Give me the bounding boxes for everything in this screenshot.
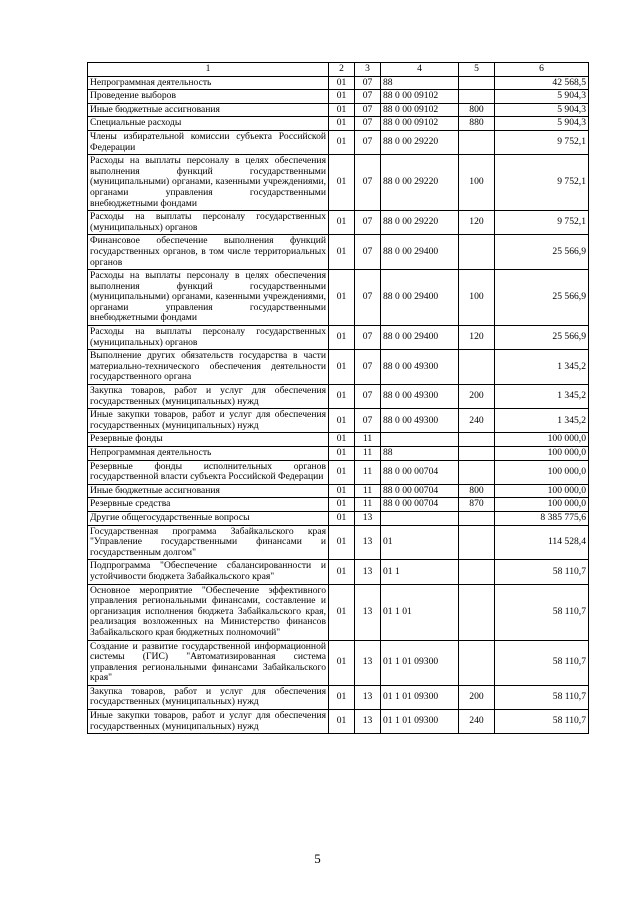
amount-cell: 100 000,0 bbox=[495, 460, 589, 484]
subsection-cell: 07 bbox=[355, 103, 381, 117]
subsection-cell: 07 bbox=[355, 76, 381, 90]
table-row bbox=[88, 409, 589, 433]
subsection-cell: 13 bbox=[355, 560, 381, 584]
subsection-cell: 11 bbox=[355, 433, 381, 447]
header-col-4: 4 bbox=[381, 63, 459, 77]
row-name-cell: Непрограммная деятельность bbox=[88, 447, 329, 461]
expense-type-cell bbox=[459, 350, 495, 385]
section-cell: 01 bbox=[329, 447, 355, 461]
target-article-cell: 88 0 00 49300 bbox=[381, 409, 459, 433]
amount-cell: 58 110,7 bbox=[495, 685, 589, 709]
row-name-cell: Проведение выборов bbox=[88, 90, 329, 104]
amount-cell: 25 566,9 bbox=[495, 235, 589, 270]
subsection-cell: 07 bbox=[355, 270, 381, 326]
section-cell: 01 bbox=[329, 211, 355, 235]
table-row bbox=[88, 130, 589, 154]
row-name-cell: Иные бюджетные ассигнования bbox=[88, 103, 329, 117]
table-row bbox=[88, 710, 589, 734]
amount-cell: 100 000,0 bbox=[495, 433, 589, 447]
table-row bbox=[88, 385, 589, 409]
expense-type-cell: 100 bbox=[459, 270, 495, 326]
section-cell: 01 bbox=[329, 117, 355, 131]
expense-type-cell bbox=[459, 130, 495, 154]
amount-cell: 58 110,7 bbox=[495, 640, 589, 685]
table-row bbox=[88, 640, 589, 685]
row-name-cell: Иные закупки товаров, работ и услуг для обеспечения государственных (муниципальных) нужд bbox=[88, 409, 329, 433]
target-article-cell: 88 0 00 00704 bbox=[381, 484, 459, 498]
section-cell: 01 bbox=[329, 525, 355, 560]
expense-type-cell bbox=[459, 447, 495, 461]
amount-cell: 9 752,1 bbox=[495, 130, 589, 154]
target-article-cell: 88 0 00 09102 bbox=[381, 117, 459, 131]
amount-cell: 25 566,9 bbox=[495, 270, 589, 326]
expense-type-cell bbox=[459, 433, 495, 447]
amount-cell: 1 345,2 bbox=[495, 385, 589, 409]
table-row bbox=[88, 560, 589, 584]
table-row bbox=[88, 685, 589, 709]
subsection-cell: 13 bbox=[355, 525, 381, 560]
row-name-cell: Создание и развитие государственной информационной системы (ГИС) "Автоматизированная система управления региональными финансами Забайкальского края" bbox=[88, 640, 329, 685]
row-name-cell: Расходы на выплаты персоналу в целях обеспечения выполнения функций государственными (муниципальными) органами, казенными учреждениями, органами управления государственными внебюджетными фондами bbox=[88, 155, 329, 211]
row-name-cell: Резервные фонды исполнительных органов государственной власти субъекта Российской Федерации bbox=[88, 460, 329, 484]
amount-cell: 58 110,7 bbox=[495, 710, 589, 734]
header-col-3: 3 bbox=[355, 63, 381, 77]
amount-cell: 8 385 775,6 bbox=[495, 511, 589, 525]
amount-cell: 100 000,0 bbox=[495, 498, 589, 512]
row-name-cell: Иные закупки товаров, работ и услуг для обеспечения государственных (муниципальных) нужд bbox=[88, 710, 329, 734]
table-row bbox=[88, 155, 589, 211]
table-row bbox=[88, 117, 589, 131]
row-name-cell: Государственная программа Забайкальского края "Управление государственными финансами и государственным долгом" bbox=[88, 525, 329, 560]
page-number: 5 bbox=[314, 851, 321, 866]
amount-cell: 5 904,3 bbox=[495, 90, 589, 104]
target-article-cell: 01 1 01 09300 bbox=[381, 685, 459, 709]
amount-cell: 42 568,5 bbox=[495, 76, 589, 90]
expense-type-cell: 120 bbox=[459, 326, 495, 350]
section-cell: 01 bbox=[329, 433, 355, 447]
header-col-5: 5 bbox=[459, 63, 495, 77]
table-row bbox=[88, 326, 589, 350]
row-name-cell: Расходы на выплаты персоналу в целях обеспечения выполнения функций государственными (муниципальными) органами, казенными учреждениями, органами управления государственными внебюджетными фондами bbox=[88, 270, 329, 326]
section-cell: 01 bbox=[329, 685, 355, 709]
amount-cell: 9 752,1 bbox=[495, 211, 589, 235]
row-name-cell: Резервные средства bbox=[88, 498, 329, 512]
subsection-cell: 13 bbox=[355, 710, 381, 734]
section-cell: 01 bbox=[329, 640, 355, 685]
section-cell: 01 bbox=[329, 103, 355, 117]
amount-cell: 100 000,0 bbox=[495, 484, 589, 498]
table-row bbox=[88, 498, 589, 512]
table-row bbox=[88, 103, 589, 117]
table-row bbox=[88, 76, 589, 90]
target-article-cell: 88 0 00 00704 bbox=[381, 460, 459, 484]
target-article-cell: 88 0 00 00704 bbox=[381, 498, 459, 512]
section-cell: 01 bbox=[329, 511, 355, 525]
target-article-cell: 88 0 00 29400 bbox=[381, 326, 459, 350]
header-row bbox=[88, 63, 589, 77]
expense-type-cell: 200 bbox=[459, 385, 495, 409]
subsection-cell: 07 bbox=[355, 130, 381, 154]
section-cell: 01 bbox=[329, 350, 355, 385]
expense-type-cell: 120 bbox=[459, 211, 495, 235]
subsection-cell: 07 bbox=[355, 350, 381, 385]
table-row bbox=[88, 460, 589, 484]
subsection-cell: 07 bbox=[355, 155, 381, 211]
expense-type-cell: 880 bbox=[459, 117, 495, 131]
section-cell: 01 bbox=[329, 498, 355, 512]
row-name-cell: Основное мероприятие "Обеспечение эффективного управления региональными финансами, составление и организация исполнения бюджета Забайкальского края, реализация возложенных на Министерство финансов Забайкальского края бюджетных полномочий" bbox=[88, 584, 329, 640]
row-name-cell: Закупка товаров, работ и услуг для обеспечения государственных (муниципальных) нужд bbox=[88, 685, 329, 709]
section-cell: 01 bbox=[329, 460, 355, 484]
subsection-cell: 13 bbox=[355, 640, 381, 685]
target-article-cell: 88 0 00 09102 bbox=[381, 90, 459, 104]
row-name-cell: Финансовое обеспечение выполнения функций государственных органов, в том числе территориальных органов bbox=[88, 235, 329, 270]
expense-type-cell bbox=[459, 90, 495, 104]
amount-cell: 5 904,3 bbox=[495, 117, 589, 131]
target-article-cell: 88 0 00 49300 bbox=[381, 350, 459, 385]
section-cell: 01 bbox=[329, 385, 355, 409]
table-row bbox=[88, 211, 589, 235]
subsection-cell: 07 bbox=[355, 211, 381, 235]
section-cell: 01 bbox=[329, 235, 355, 270]
expense-type-cell bbox=[459, 560, 495, 584]
subsection-cell: 13 bbox=[355, 584, 381, 640]
expense-type-cell bbox=[459, 525, 495, 560]
subsection-cell: 07 bbox=[355, 117, 381, 131]
target-article-cell: 01 1 01 09300 bbox=[381, 640, 459, 685]
table-row bbox=[88, 447, 589, 461]
target-article-cell: 01 1 01 bbox=[381, 584, 459, 640]
section-cell: 01 bbox=[329, 90, 355, 104]
expense-type-cell bbox=[459, 235, 495, 270]
table-row bbox=[88, 484, 589, 498]
table-row bbox=[88, 270, 589, 326]
subsection-cell: 07 bbox=[355, 409, 381, 433]
section-cell: 01 bbox=[329, 409, 355, 433]
amount-cell: 1 345,2 bbox=[495, 409, 589, 433]
table-row bbox=[88, 525, 589, 560]
amount-cell: 1 345,2 bbox=[495, 350, 589, 385]
row-name-cell: Резервные фонды bbox=[88, 433, 329, 447]
expense-type-cell: 100 bbox=[459, 155, 495, 211]
subsection-cell: 11 bbox=[355, 498, 381, 512]
section-cell: 01 bbox=[329, 130, 355, 154]
expense-type-cell bbox=[459, 511, 495, 525]
row-name-cell: Иные бюджетные ассигнования bbox=[88, 484, 329, 498]
subsection-cell: 11 bbox=[355, 460, 381, 484]
expense-type-cell: 240 bbox=[459, 409, 495, 433]
amount-cell: 25 566,9 bbox=[495, 326, 589, 350]
table-row bbox=[88, 350, 589, 385]
header-col-2: 2 bbox=[329, 63, 355, 77]
expense-type-cell: 240 bbox=[459, 710, 495, 734]
section-cell: 01 bbox=[329, 270, 355, 326]
row-name-cell: Непрограммная деятельность bbox=[88, 76, 329, 90]
section-cell: 01 bbox=[329, 484, 355, 498]
target-article-cell: 88 0 00 29220 bbox=[381, 211, 459, 235]
amount-cell: 100 000,0 bbox=[495, 447, 589, 461]
expense-type-cell: 870 bbox=[459, 498, 495, 512]
expense-type-cell bbox=[459, 460, 495, 484]
target-article-cell: 01 1 bbox=[381, 560, 459, 584]
target-article-cell: 01 bbox=[381, 525, 459, 560]
target-article-cell: 88 0 00 29220 bbox=[381, 155, 459, 211]
row-name-cell: Подпрограмма "Обеспечение сбалансированности и устойчивости бюджета Забайкальского края" bbox=[88, 560, 329, 584]
subsection-cell: 07 bbox=[355, 235, 381, 270]
row-name-cell: Закупка товаров, работ и услуг для обеспечения государственных (муниципальных) нужд bbox=[88, 385, 329, 409]
target-article-cell: 88 bbox=[381, 76, 459, 90]
table-row bbox=[88, 433, 589, 447]
amount-cell: 114 528,4 bbox=[495, 525, 589, 560]
expense-type-cell bbox=[459, 76, 495, 90]
row-name-cell: Расходы на выплаты персоналу государственных (муниципальных) органов bbox=[88, 211, 329, 235]
target-article-cell: 01 1 01 09300 bbox=[381, 710, 459, 734]
row-name-cell: Выполнение других обязательств государства в части материально-технического обеспечения деятельности государственного органа bbox=[88, 350, 329, 385]
amount-cell: 58 110,7 bbox=[495, 560, 589, 584]
table-row bbox=[88, 584, 589, 640]
target-article-cell: 88 0 00 09102 bbox=[381, 103, 459, 117]
subsection-cell: 11 bbox=[355, 484, 381, 498]
section-cell: 01 bbox=[329, 560, 355, 584]
amount-cell: 5 904,3 bbox=[495, 103, 589, 117]
target-article-cell: 88 0 00 29400 bbox=[381, 270, 459, 326]
header-col-6: 6 bbox=[495, 63, 589, 77]
section-cell: 01 bbox=[329, 710, 355, 734]
target-article-cell bbox=[381, 433, 459, 447]
row-name-cell: Члены избирательной комиссии субъекта Российской Федерации bbox=[88, 130, 329, 154]
target-article-cell: 88 0 00 29400 bbox=[381, 235, 459, 270]
row-name-cell: Другие общегосударственные вопросы bbox=[88, 511, 329, 525]
subsection-cell: 07 bbox=[355, 385, 381, 409]
target-article-cell bbox=[381, 511, 459, 525]
subsection-cell: 11 bbox=[355, 447, 381, 461]
target-article-cell: 88 0 00 49300 bbox=[381, 385, 459, 409]
amount-cell: 58 110,7 bbox=[495, 584, 589, 640]
expense-type-cell: 800 bbox=[459, 103, 495, 117]
expense-type-cell: 800 bbox=[459, 484, 495, 498]
section-cell: 01 bbox=[329, 76, 355, 90]
row-name-cell: Расходы на выплаты персоналу государственных (муниципальных) органов bbox=[88, 326, 329, 350]
amount-cell: 9 752,1 bbox=[495, 155, 589, 211]
expense-type-cell bbox=[459, 640, 495, 685]
budget-table bbox=[87, 62, 589, 734]
table-row bbox=[88, 511, 589, 525]
target-article-cell: 88 0 00 29220 bbox=[381, 130, 459, 154]
table-row bbox=[88, 235, 589, 270]
target-article-cell: 88 bbox=[381, 447, 459, 461]
expense-type-cell: 200 bbox=[459, 685, 495, 709]
subsection-cell: 07 bbox=[355, 90, 381, 104]
row-name-cell: Специальные расходы bbox=[88, 117, 329, 131]
header-col-1: 1 bbox=[88, 63, 329, 77]
table-body bbox=[88, 76, 589, 734]
subsection-cell: 07 bbox=[355, 326, 381, 350]
subsection-cell: 13 bbox=[355, 685, 381, 709]
subsection-cell: 13 bbox=[355, 511, 381, 525]
table-row bbox=[88, 90, 589, 104]
section-cell: 01 bbox=[329, 584, 355, 640]
expense-type-cell bbox=[459, 584, 495, 640]
section-cell: 01 bbox=[329, 326, 355, 350]
section-cell: 01 bbox=[329, 155, 355, 211]
